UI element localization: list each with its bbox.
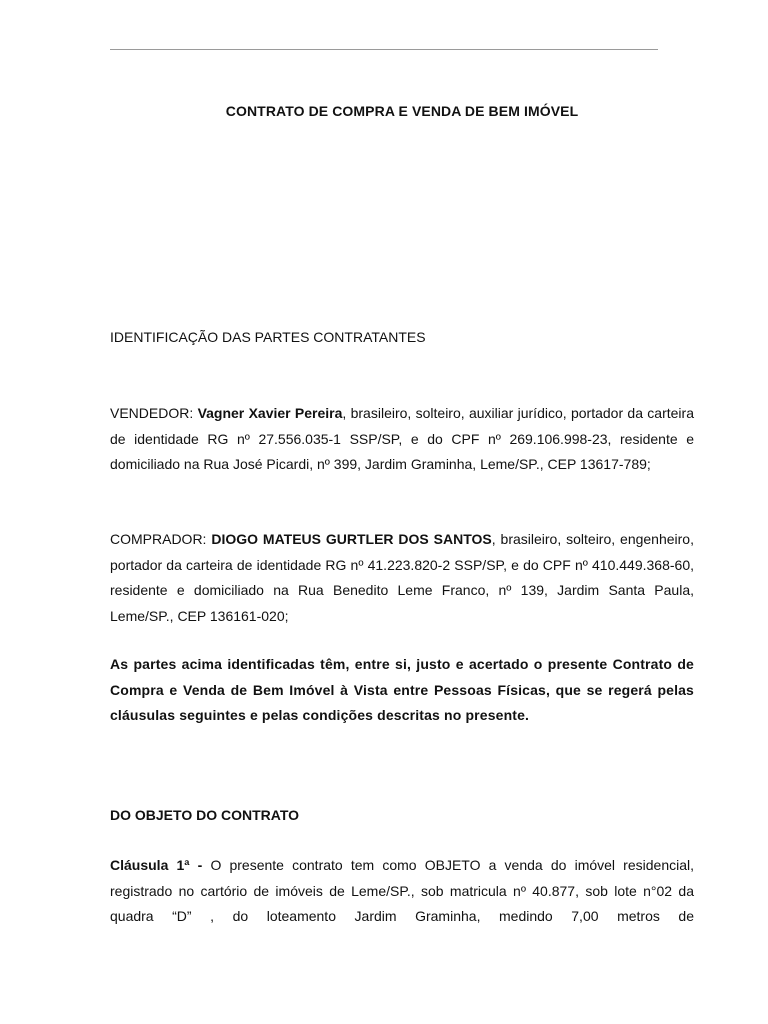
vendedor-paragraph: [110, 401, 694, 478]
comprador-label: COMPRADOR:: [110, 531, 212, 547]
clausula-1-text: O presente contrato tem como OBJETO a venda do imóvel residencial, registrado no cartório de imóveis de Leme/SP., sob matricula nº 40.877, sob lote n°02 da quadra “D” , do loteamento Jardim Graminha, medindo 7,00 metros de: [110, 857, 694, 924]
clausula-1-paragraph: [110, 853, 694, 930]
section-heading-objeto: DO OBJETO DO CONTRATO: [110, 807, 300, 823]
vendedor-name: Vagner Xavier Pereira: [197, 405, 343, 421]
vendedor-label: VENDEDOR:: [110, 405, 198, 421]
comprador-name: DIOGO MATEUS GURTLER DOS SANTOS: [211, 531, 492, 547]
vendedor-details: , brasileiro, solteiro, auxiliar jurídico, portador da carteira de identidade RG nº 27.556.035-1 SSP/SP, e do CPF nº 269.106.998-23, residente e domiciliado na Rua José Picardi, nº 399, Jardim Graminha, Leme/SP., CEP 13617-789;: [110, 405, 694, 472]
parties-agreement-paragraph: As partes acima identificadas têm, entre si, justo e acertado o presente Contrato de Compra e Venda de Bem Imóvel à Vista entre Pessoas Físicas, que se regerá pelas cláusulas seguintes e pelas condições descritas no presente.: [110, 656, 694, 723]
section-heading-parties: IDENTIFICAÇÃO DAS PARTES CONTRATANTES: [110, 329, 426, 345]
comprador-details: , brasileiro, solteiro, engenheiro, portador da carteira de identidade RG nº 41.223.820-2 SSP/SP, e do CPF nº 410.449.368-60, residente e domiciliado na Rua Benedito Leme Franco, nº 139, Jardim Santa Paula, Leme/SP., CEP 136161-020;: [110, 531, 694, 624]
comprador-paragraph: [110, 527, 694, 629]
document-title: CONTRATO DE COMPRA E VENDA DE BEM IMÓVEL: [225, 103, 579, 119]
header-rule: [110, 49, 658, 50]
clausula-1-label: Cláusula 1ª -: [110, 857, 211, 873]
